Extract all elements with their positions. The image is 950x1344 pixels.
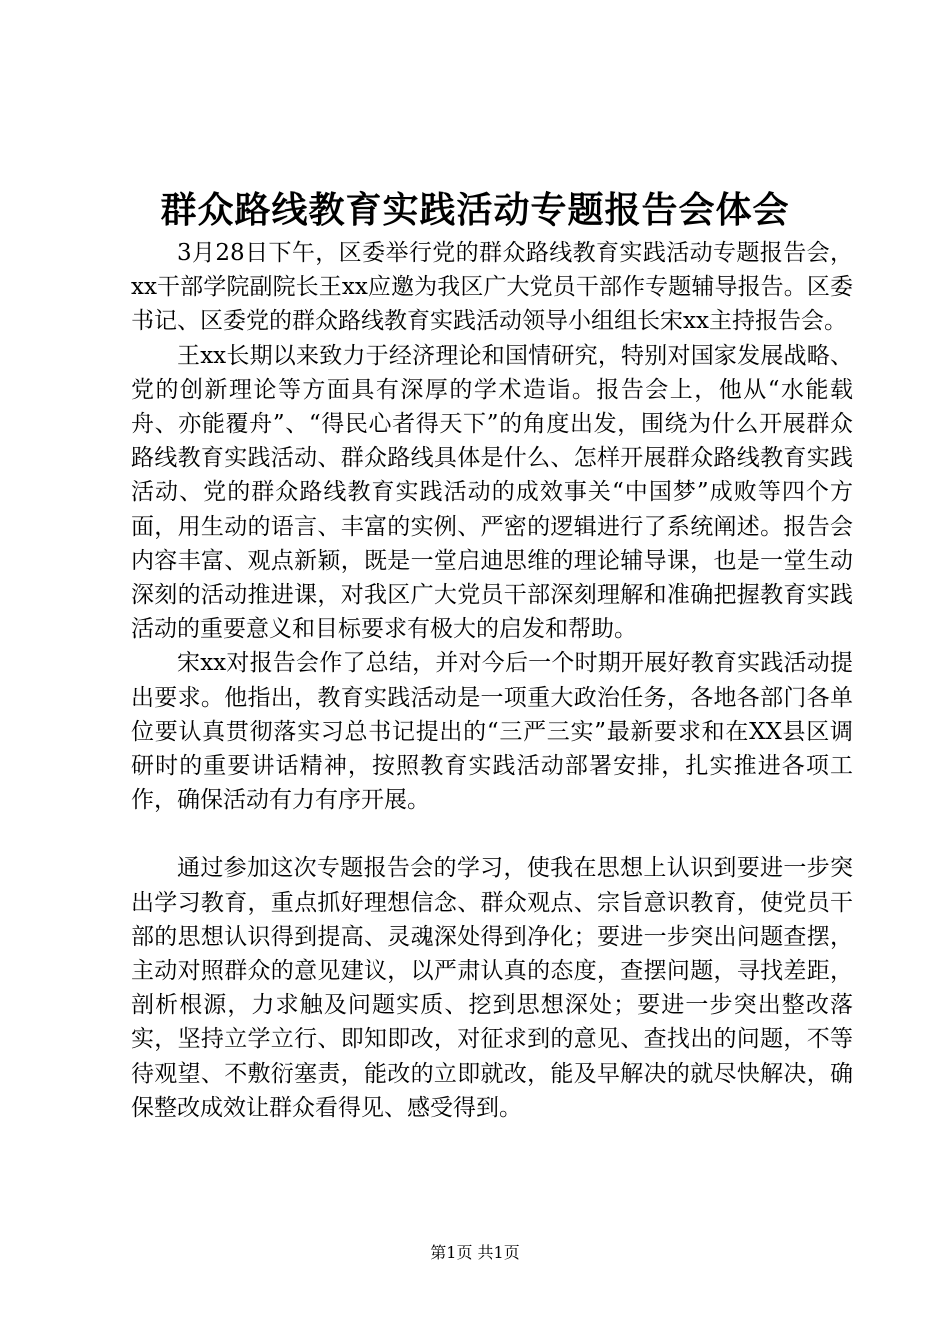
document-title: 群众路线教育实践活动专题报告会体会 [160, 189, 790, 231]
paragraph-2: 王xx长期以来致力于经济理论和国情研究，特别对国家发展战略、党的创新理论等方面具有深厚的学术造诣。报告会上，他从“水能载舟、亦能覆舟”、“得民心者得天下”的角度出发，围绕为什么开展群众路线教育实践活动、群众路线具体是什么、怎样开展群众路线教育实践活动、党的群众路线教育实践活动的成效事关“中国梦”成败等四个方面，用生动的语言、丰富的实例、严密的逻辑进行了系统阐述。报告会内容丰富、观点新颖，既是一堂启迪思维的理论辅导课，也是一堂生动深刻的活动推进课，对我区广大党员干部深刻理解和准确把握教育实践活动的重要意义和目标要求有极大的启发和帮助。 [131, 342, 853, 643]
paragraph-3: 宋xx对报告会作了总结，并对今后一个时期开展好教育实践活动提出要求。他指出，教育实践活动是一项重大政治任务，各地各部门各单位要认真贯彻落实习总书记提出的“三严三实”最新要求和在XX县区调研时的重要讲话精神，按照教育实践活动部署安排，扎实推进各项工作，确保活动有力有序开展。 [131, 650, 853, 814]
paragraph-1: 3月28日下午，区委举行党的群众路线教育实践活动专题报告会，xx干部学院副院长王xx应邀为我区广大党员干部作专题辅导报告。区委书记、区委党的群众路线教育实践活动领导小组组长宋xx主持报告会。 [131, 240, 853, 335]
document-body [131, 236, 853, 1125]
page-number-footer: 第1页 共1页 [430, 1243, 520, 1262]
paragraph-4: 通过参加这次专题报告会的学习，使我在思想上认识到要进一步突出学习教育，重点抓好理想信念、群众观点、宗旨意识教育，使党员干部的思想认识得到提高、灵魂深处得到净化；要进一步突出问题查摆，主动对照群众的意见建议，以严肃认真的态度，查摆问题，寻找差距，剖析根源，力求触及问题实质、挖到思想深处；要进一步突出整改落实，坚持立学立行、即知即改，对征求到的意见、查找出的问题，不等待观望、不敷衍塞责，能改的立即就改，能及早解决的就尽快解决，确保整改成效让群众看得见、感受得到。 [131, 855, 853, 1121]
